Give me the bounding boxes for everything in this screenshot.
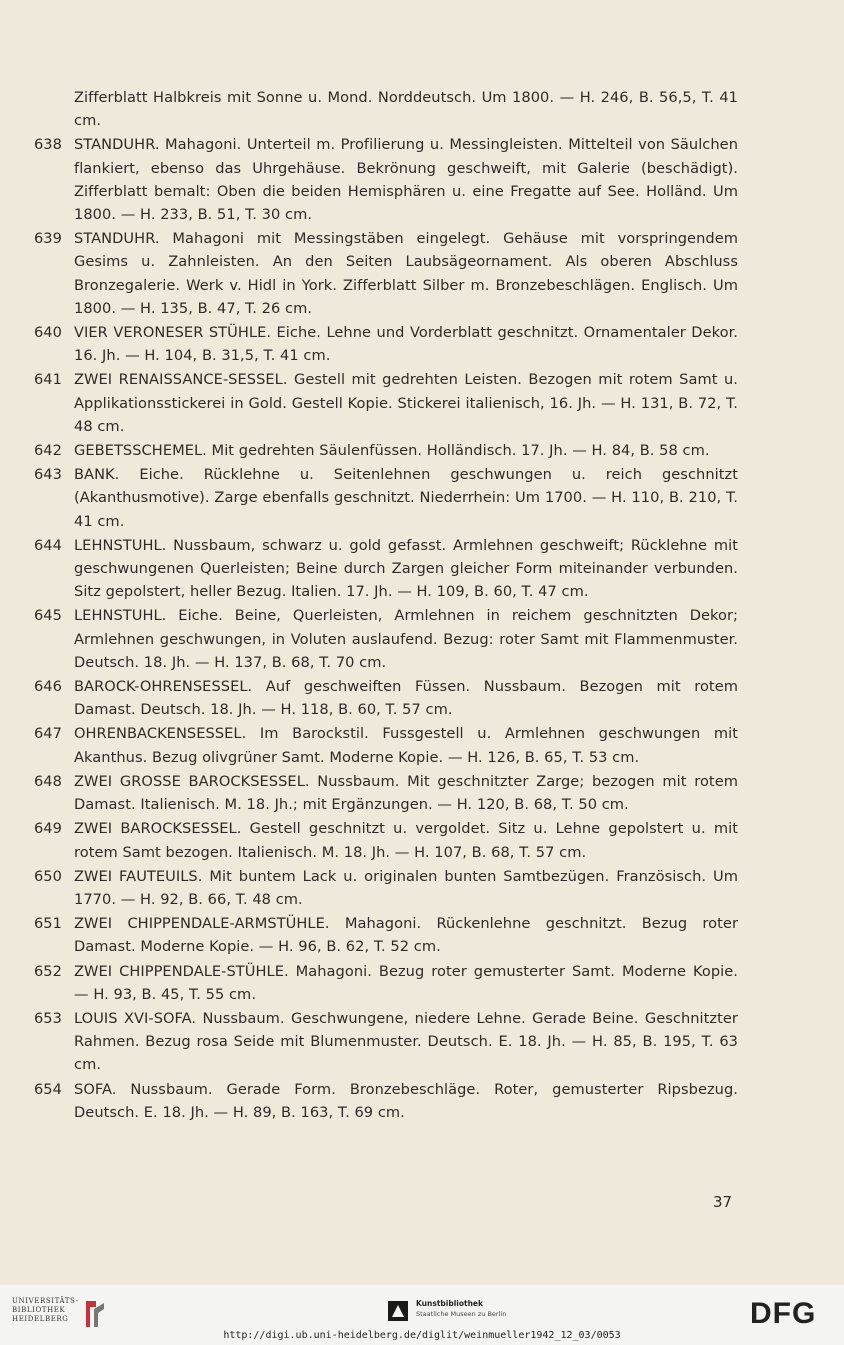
entry-description: STANDUHR. Mahagoni mit Messingstäben eingelegt. Gehäuse mit vorspringendem Gesims u. Zahnleisten. An den Seiten Laubsägeornament. Als oberen Abschluss Bronzegalerie. Werk v. Hidl in York. Zifferblatt Silber m. Bronzebeschlägen. Englisch. Um 1800. — H. 135, B. 47, T. 26 cm. [74, 230, 738, 317]
entry-number: 639 [34, 230, 62, 248]
entry-number: 644 [34, 536, 62, 554]
entry-description: BAROCK-OHRENSESSEL. Auf geschweiften Füssen. Nussbaum. Bezogen mit rotem Damast. Deutsch. 18. Jh. — H. 118, B. 60, T. 57 cm. [74, 678, 738, 719]
entry-description: LEHNSTUHL. Nussbaum, schwarz u. gold gefasst. Armlehnen geschweift; Rücklehne mit geschwungenen Querleisten; Beine durch Zargen gleicher Form miteinander verbunden. Sitz gepolstert, heller Bezug. Italien. 17. Jh. — H. 109, B. 60, T. 47 cm. [74, 536, 738, 601]
entry-description: ZWEI RENAISSANCE-SESSEL. Gestell mit gedrehten Leisten. Bezogen mit rotem Samt u. Applikationsstickerei in Gold. Gestell Kopie. Stickerei italienisch, 16. Jh. — H. 131, B. 72, T. 48 cm. [74, 371, 738, 435]
entry-description: ZWEI CHIPPENDALE-ARMSTÜHLE. Mahagoni. Rückenlehne geschnitzt. Bezug roter Damast. Moderne Kopie. — H. 96, B. 62, T. 52 cm. [74, 915, 738, 956]
kunstbibliothek-title: Kunstbibliothek [416, 1299, 484, 1308]
entry-number: 645 [34, 607, 62, 625]
dfg-logo[interactable] [750, 1297, 832, 1327]
catalog-entry [34, 960, 738, 1006]
entry-number: 638 [34, 136, 62, 154]
catalog-entry [34, 604, 738, 674]
entry-description: LOUIS XVI-SOFA. Nussbaum. Geschwungene, niedere Lehne. Gerade Beine. Geschnitzter Rahmen. Bezug rosa Seide mit Blumenmuster. Deutsch. E. 18. Jh. — H. 85, B. 195, T. 63 cm. [74, 1009, 738, 1074]
catalog-entry [34, 865, 738, 911]
catalog-entry [34, 227, 738, 320]
university-name: UNIVERSITÄTS- BIBLIOTHEK HEIDELBERG [12, 1297, 79, 1323]
kunstbibliothek-logo[interactable] [386, 1297, 566, 1325]
entry-description: Zifferblatt Halbkreis mit Sonne u. Mond. Norddeutsch. Um 1800. — H. 246, B. 56,5, T. 41 cm. [74, 89, 738, 130]
entry-number: 652 [34, 962, 62, 980]
entry-number: 642 [34, 442, 62, 460]
catalog-entry [34, 321, 738, 367]
entry-number: 648 [34, 772, 62, 790]
entry-description: BANK. Eiche. Rücklehne u. Seitenlehnen geschwungen u. reich geschnitzt (Akanthusmotive). Zarge ebenfalls geschnitzt. Niederrhein: Um 1700. — H. 110, B. 210, T. 41 cm. [74, 466, 738, 530]
dfg-logo-text: DFG [750, 1297, 817, 1327]
catalog-entry [34, 368, 738, 438]
catalog-entry [34, 770, 738, 816]
entry-description: LEHNSTUHL. Eiche. Beine, Querleisten, Armlehnen in reichem geschnitzten Dekor; Armlehnen geschwungen, in Voluten auslaufend. Bezug: roter Samt mit Flammenmuster. Deutsch. 18. Jh. — H. 137, B. 68, T. 70 cm. [74, 607, 738, 671]
catalog-entry [34, 675, 738, 721]
entry-description: ZWEI FAUTEUILS. Mit buntem Lack u. originalen bunten Samtbezügen. Französisch. Um 1770. — H. 92, B. 66, T. 48 cm. [74, 867, 738, 908]
entry-description: OHRENBACKENSESSEL. Im Barockstil. Fussgestell u. Armlehnen geschwungen mit Akanthus. Bezug olivgrüner Samt. Moderne Kopie. — H. 126, B. 65, T. 53 cm. [74, 725, 738, 766]
catalog-entry [34, 912, 738, 958]
entry-description: ZWEI BAROCKSESSEL. Gestell geschnitzt u. vergoldet. Sitz u. Lehne gepolstert u. mit rotem Samt bezogen. Italienisch. M. 18. Jh. — H. 107, B. 68, T. 57 cm. [74, 820, 738, 861]
kunstbibliothek-subtitle: Staatliche Museen zu Berlin [416, 1310, 507, 1318]
page-number: 37 [713, 1193, 733, 1211]
catalog-entry [34, 817, 738, 863]
catalog-entries [34, 86, 738, 1125]
entry-number: 643 [34, 466, 62, 484]
entry-number: 651 [34, 915, 62, 933]
entry-number: 654 [34, 1080, 62, 1098]
entry-number: 649 [34, 820, 62, 838]
catalog-entry [34, 722, 738, 768]
entry-number: 647 [34, 725, 62, 743]
entry-number: 646 [34, 678, 62, 696]
entry-description: ZWEI GROSSE BAROCKSESSEL. Nussbaum. Mit geschnitzter Zarge; bezogen mit rotem Damast. Italienisch. M. 18. Jh.; mit Ergänzungen. — H. 120, B. 68, T. 50 cm. [74, 772, 738, 814]
footer-bar [0, 1285, 844, 1345]
entry-number: 641 [34, 371, 62, 389]
permalink-url[interactable]: http://digi.ub.uni-heidelberg.de/diglit/weinmueller1942_12_03/0053 [223, 1330, 621, 1341]
catalog-entry [34, 133, 738, 226]
entry-number: 653 [34, 1009, 62, 1027]
catalog-entry [34, 1007, 738, 1077]
catalog-entry [34, 86, 738, 132]
entry-description: GEBETSSCHEMEL. Mit gedrehten Säulenfüssen. Holländisch. 17. Jh. — H. 84, B. 58 cm. [74, 442, 710, 460]
kunstbibliothek-emblem-icon [386, 1299, 410, 1323]
entry-number: 640 [34, 324, 62, 342]
entry-description: STANDUHR. Mahagoni. Unterteil m. Profilierung u. Messingleisten. Mittelteil von Säulchen flankiert, ebenso das Uhrgehäuse. Bekrönung geschweift, mit Galerie (beschädigt). Zifferblatt bemalt: Oben die beiden Hemisphären u. eine Fregatte auf See. Holländ. Um 1800. — H. 233, B. 51, T. 30 cm. [74, 136, 738, 224]
entry-number: 650 [34, 867, 62, 885]
catalog-entry [34, 534, 738, 604]
entry-description: SOFA. Nussbaum. Gerade Form. Bronzebeschläge. Roter, gemusterter Ripsbezug. Deutsch. E. 18. Jh. — H. 89, B. 163, T. 69 cm. [74, 1080, 738, 1121]
university-emblem-icon [82, 1299, 108, 1329]
entry-description: ZWEI CHIPPENDALE-STÜHLE. Mahagoni. Bezug roter gemusterter Samt. Moderne Kopie. — H. 93, B. 45, T. 55 cm. [74, 962, 738, 1003]
catalog-entry [34, 463, 738, 533]
entry-description: VIER VERONESER STÜHLE. Eiche. Lehne und Vorderblatt geschnitzt. Ornamentaler Dekor. 16. Jh. — H. 104, B. 31,5, T. 41 cm. [74, 324, 738, 365]
catalog-entry [34, 1078, 738, 1124]
catalog-entry [34, 439, 738, 462]
